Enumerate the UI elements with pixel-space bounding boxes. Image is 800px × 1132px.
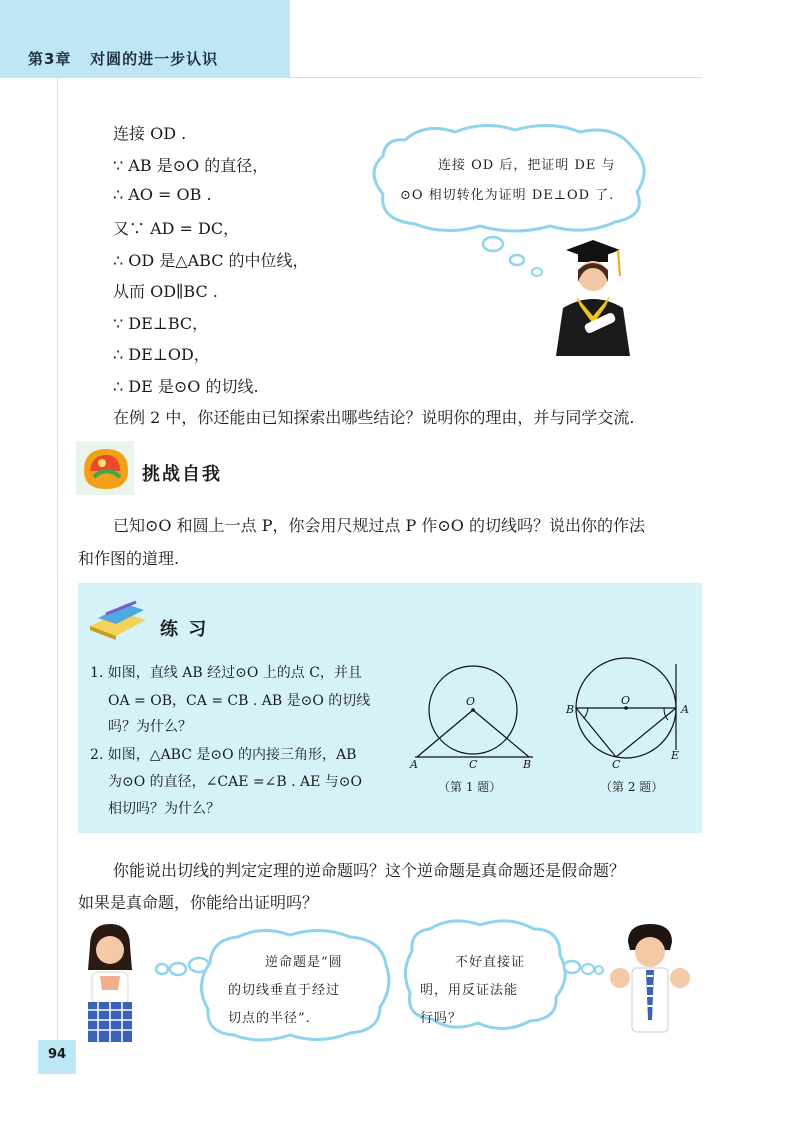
chapter-number: 第3章 <box>28 50 72 68</box>
margin-rule <box>57 78 58 1040</box>
challenge-line: 已知⊙O 和圆上一点 P，你会用尺规过点 P 作⊙O 的切线吗？说出你的作法 <box>113 516 646 535</box>
fig2-label-e: E <box>671 749 680 762</box>
proof-line: ∵ AB 是⊙O 的直径， <box>113 156 269 175</box>
fig1-label-c: C <box>469 758 478 771</box>
fig1-line-oa <box>417 710 473 757</box>
right-bubble-line: 不好直接证 <box>455 955 526 970</box>
challenge-line: 和作图的道理. <box>78 549 180 568</box>
left-bubble-line: 的切线垂直于经过 <box>228 983 341 998</box>
fig2-label-o: O <box>621 694 631 707</box>
left-bubble-line: 切点的半径”. <box>228 1011 311 1026</box>
converse-question-line: 你能说出切线的判定定理的逆命题吗？这个逆命题是真命题还是假命题？ <box>113 861 626 880</box>
fig1-label-a: A <box>410 758 418 771</box>
proof-line: 连接 OD . <box>113 124 187 143</box>
proof-line: ∴ DE⊥OD， <box>113 345 210 364</box>
fig1-line-ob <box>473 710 529 757</box>
fig1-label-o: O <box>466 695 476 708</box>
practice-question-line: OA = OB，CA = CB . AB 是⊙O 的切线 <box>108 693 371 709</box>
proof-line: ∴ AO = OB . <box>113 185 212 204</box>
graduate-student-illustration <box>548 238 638 368</box>
challenge-title: 挑战自我 <box>142 464 222 485</box>
fig1-center-point <box>471 708 475 712</box>
top-bubble-line: 连接 OD 后，把证明 DE 与 <box>438 158 616 173</box>
fig2-label-c: C <box>612 758 621 771</box>
girl-student-illustration <box>78 920 142 1044</box>
practice-question-line: 相切吗？为什么？ <box>108 801 220 817</box>
practice-question-line: 吗？为什么？ <box>108 719 192 735</box>
fig2-angle-b <box>584 708 588 718</box>
proof-line: ∵ DE⊥BC， <box>113 314 209 333</box>
proof-line: ∴ DE 是⊙O 的切线. <box>113 377 259 396</box>
proof-line: ∴ OD 是△ABC 的中位线， <box>113 251 309 270</box>
chapter-title <box>28 48 218 69</box>
fig1-label-b: B <box>523 758 532 771</box>
converse-question-line: 如果是真命题，你能给出证明吗？ <box>78 893 319 912</box>
fig2-line-ca <box>616 708 676 757</box>
boy-student-illustration <box>606 920 694 1038</box>
practice-title: 练 习 <box>160 619 209 640</box>
right-bubble-line: 行吗？ <box>420 1011 463 1026</box>
practice-book-icon <box>86 600 150 640</box>
challenge-icon <box>76 441 134 495</box>
right-bubble-line: 明，用反证法能 <box>420 983 519 998</box>
top-bubble-line: ⊙O 相切转化为证明 DE⊥OD 了. <box>400 188 615 203</box>
page-number: 94 <box>47 1047 67 1062</box>
practice-question-line: 1. 如图，直线 AB 经过⊙O 上的点 C，并且 <box>90 665 362 681</box>
header-rule <box>290 77 702 78</box>
fig1-caption: （第 1 题） <box>438 780 502 794</box>
left-bubble-line: 逆命题是“圆 <box>265 955 343 970</box>
fig2-caption: （第 2 题） <box>600 780 664 794</box>
proof-line: 又∵ AD = DC， <box>113 219 240 238</box>
fig2-label-a: A <box>681 703 689 716</box>
practice-question-line: 2. 如图，△ABC 是⊙O 的内接三角形，AB <box>90 747 357 763</box>
chapter-name: 对圆的进一步认识 <box>90 50 219 68</box>
practice-question-line: 为⊙O 的直径，∠CAE =∠B . AE 与⊙O <box>108 774 362 790</box>
fig2-angle-a <box>664 708 668 720</box>
example-question: 在例 2 中，你还能由已知探索出哪些结论？说明你的理由，并与同学交流. <box>113 408 635 427</box>
fig2-label-b: B <box>566 703 575 716</box>
figure-1-diagram <box>405 650 545 775</box>
proof-line: 从而 OD∥BC . <box>113 282 218 301</box>
